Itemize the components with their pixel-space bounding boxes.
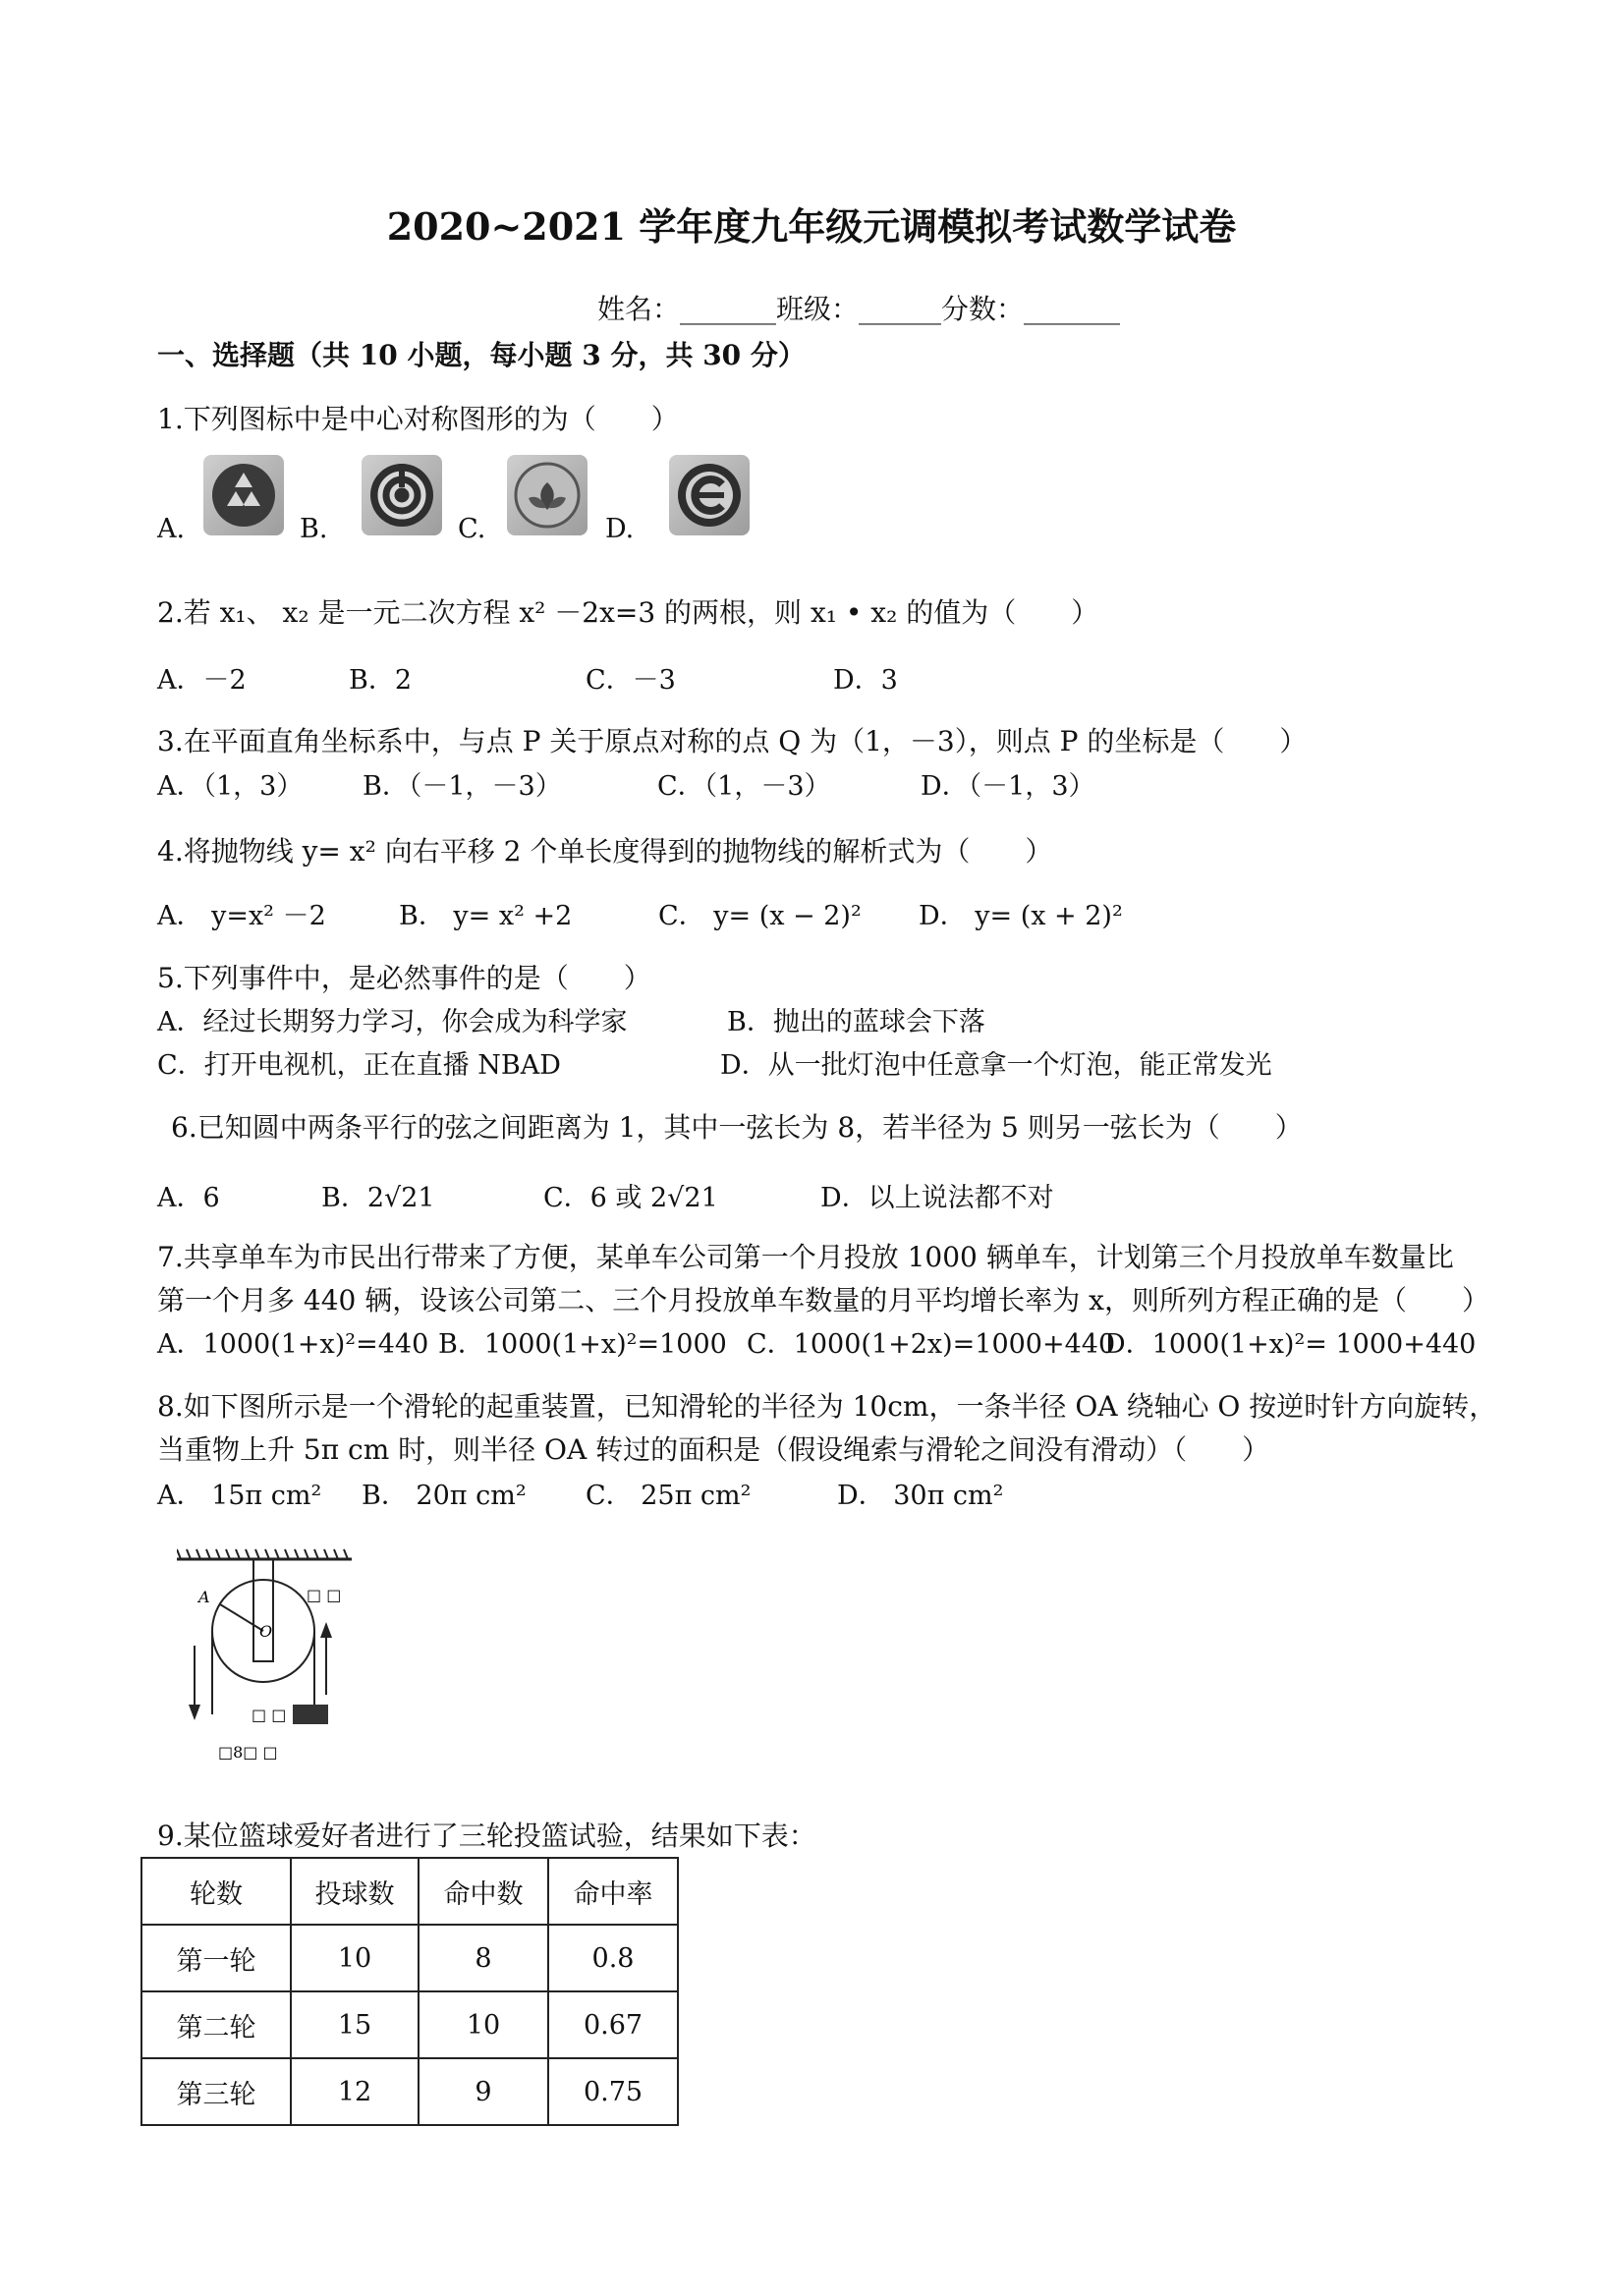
question-1: 1.下列图标中是中心对称图形的为（ ） bbox=[157, 403, 679, 435]
table-cell: 0.67 bbox=[548, 1991, 678, 2058]
q8-option-b: B． 20π cm² bbox=[362, 1481, 527, 1511]
q4-option-a: A． y=x² －2 bbox=[157, 901, 326, 931]
q4-option-b: B． y= x² +2 bbox=[399, 901, 573, 931]
table-cell: 8 bbox=[419, 1925, 548, 1991]
rope-label: □ □ bbox=[307, 1586, 342, 1604]
q6-option-d: D．以上说法都不对 bbox=[820, 1183, 1054, 1213]
q5-option-b: B．抛出的蓝球会下落 bbox=[727, 1007, 985, 1037]
leaf-logo-icon bbox=[507, 455, 588, 535]
q2-option-a: A．－2 bbox=[157, 665, 247, 696]
question-8-line-1: 8.如下图所示是一个滑轮的起重装置，已知滑轮的半径为 10cm，一条半径 OA 绕轴心 O 按逆时针方向旋转， bbox=[157, 1390, 1497, 1423]
question-5: 5.下列事件中，是必然事件的是（ ） bbox=[157, 962, 651, 994]
student-info-line: 姓名：_______班级：______分数：_______ bbox=[597, 293, 1121, 325]
q2-option-c: C．－3 bbox=[586, 665, 676, 696]
table-cell: 第二轮 bbox=[141, 1991, 291, 2058]
q6-option-b: B．2√21 bbox=[321, 1183, 435, 1213]
q8-option-a: A． 15π cm² bbox=[157, 1481, 322, 1511]
table-cell: 9 bbox=[419, 2058, 548, 2125]
table-cell: 10 bbox=[291, 1925, 419, 1991]
q7-option-b: B．1000(1+x)²=1000 bbox=[438, 1329, 727, 1360]
question-2: 2.若 x₁、 x₂ 是一元二次方程 x² －2x=3 的两根，则 x₁ • x₂ 的值为（ ） bbox=[157, 596, 1099, 629]
q1-label-a: A. bbox=[157, 514, 186, 544]
q5-option-a: A．经过长期努力学习，你会成为科学家 bbox=[157, 1007, 628, 1037]
table-row bbox=[141, 1991, 678, 2058]
weight-label: □ □ bbox=[252, 1706, 287, 1724]
shooting-results-table bbox=[140, 1857, 679, 2126]
q4-option-d: D． y= (x + 2)² bbox=[919, 901, 1123, 931]
q6-option-c: C．6 或 2√21 bbox=[543, 1183, 718, 1213]
question-6: 6.已知圆中两条平行的弦之间距离为 1，其中一弦长为 8，若半径为 5 则另一弦长为（ ） bbox=[171, 1111, 1303, 1144]
q5-option-c: C．打开电视机，正在直播 NBAD bbox=[157, 1050, 561, 1081]
q4-option-c: C． y= (x − 2)² bbox=[658, 901, 862, 931]
table-row bbox=[141, 2058, 678, 2125]
q3-option-c: C．（1，－3） bbox=[657, 771, 831, 802]
spiral-logo-icon bbox=[362, 455, 442, 535]
table-header: 命中率 bbox=[548, 1858, 678, 1925]
q1-label-d: D. bbox=[605, 514, 635, 544]
q2-option-b: B．2 bbox=[349, 665, 413, 696]
q5-option-d: D．从一批灯泡中任意拿一个灯泡，能正常发光 bbox=[720, 1050, 1272, 1081]
point-o-label: O bbox=[259, 1622, 273, 1641]
pulley-diagram bbox=[177, 1547, 373, 1764]
table-header: 投球数 bbox=[291, 1858, 419, 1925]
table-cell: 15 bbox=[291, 1991, 419, 2058]
q3-option-b: B．（－1，－3） bbox=[363, 771, 562, 802]
figure-caption: □8□ □ bbox=[218, 1743, 278, 1762]
question-4: 4.将抛物线 y= x² 向右平移 2 个单长度得到的抛物线的解析式为（ ） bbox=[157, 835, 1053, 868]
question-3: 3.在平面直角坐标系中，与点 P 关于原点对称的点 Q 为（1，－3），则点 P 的坐标是（ ） bbox=[157, 725, 1308, 757]
q1-label-b: B. bbox=[300, 514, 328, 544]
question-7-line-1: 7.共享单车为市民出行带来了方便，某单车公司第一个月投放 1000 辆单车，计划第三个月投放单车数量比 bbox=[157, 1241, 1454, 1273]
question-7-line-2: 第一个月多 440 辆，设该公司第二、三个月投放单车数量的月平均增长率为 x，则所列方程正确的是（ ） bbox=[157, 1284, 1489, 1316]
question-8-line-2: 当重物上升 5π cm 时，则半径 OA 转过的面积是（假设绳索与滑轮之间没有滑动）（ ） bbox=[157, 1433, 1270, 1466]
table-row bbox=[141, 1925, 678, 1991]
table-cell: 10 bbox=[419, 1991, 548, 2058]
q3-option-a: A．（1，3） bbox=[157, 771, 304, 802]
c-logo-icon bbox=[669, 455, 750, 535]
q7-option-c: C．1000(1+2x)=1000+440 bbox=[747, 1329, 1116, 1360]
page-title: 2020~2021 学年度九年级元调模拟考试数学试卷 bbox=[386, 204, 1237, 249]
q8-option-c: C． 25π cm² bbox=[586, 1481, 752, 1511]
q7-option-d: D．1000(1+x)²= 1000+440 bbox=[1104, 1329, 1477, 1360]
q1-label-c: C. bbox=[458, 514, 486, 544]
recycle-icon bbox=[203, 455, 284, 535]
table-header: 命中数 bbox=[419, 1858, 548, 1925]
question-9: 9.某位篮球爱好者进行了三轮投篮试验，结果如下表： bbox=[157, 1820, 816, 1852]
table-cell: 第一轮 bbox=[141, 1925, 291, 1991]
q6-option-a: A．6 bbox=[157, 1183, 220, 1213]
table-header: 轮数 bbox=[141, 1858, 291, 1925]
table-header-row bbox=[141, 1858, 678, 1925]
q3-option-d: D．（－1，3） bbox=[921, 771, 1095, 802]
table-cell: 12 bbox=[291, 2058, 419, 2125]
table-cell: 0.8 bbox=[548, 1925, 678, 1991]
section-heading: 一、选择题（共 10 小题，每小题 3 分，共 30 分） bbox=[157, 339, 806, 371]
point-a-label: A bbox=[198, 1588, 210, 1606]
q8-option-d: D． 30π cm² bbox=[837, 1481, 1004, 1511]
q7-option-a: A．1000(1+x)²=440 bbox=[157, 1329, 429, 1360]
table-cell: 第三轮 bbox=[141, 2058, 291, 2125]
table-cell: 0.75 bbox=[548, 2058, 678, 2125]
q2-option-d: D．3 bbox=[833, 665, 898, 696]
